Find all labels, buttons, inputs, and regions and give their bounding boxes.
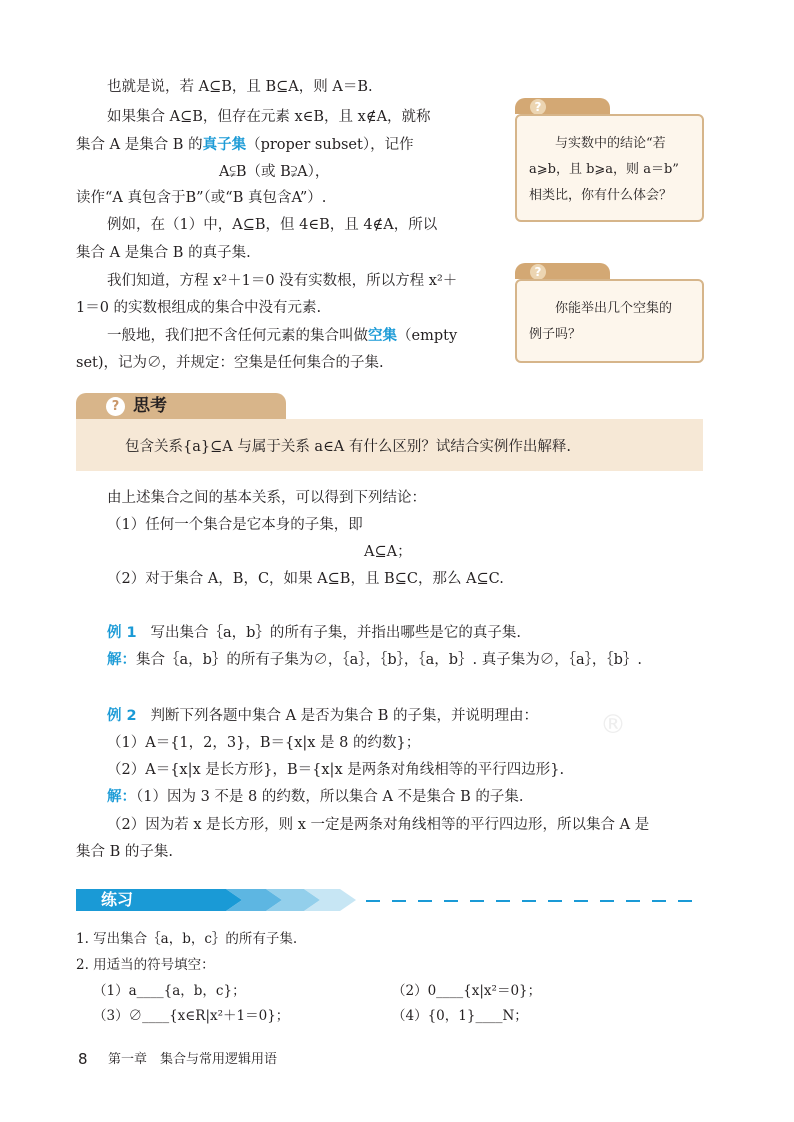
- side-note-1-line-2: a⩾b，且 b⩾a，则 a＝b”: [529, 162, 679, 177]
- example-2-answer-2: （2）因为若 x 是长方形，则 x 一定是两条对角线相等的平行四边形，所以集合 A 是: [107, 817, 650, 833]
- proper-pre: 集合 A 是集合 B 的: [76, 137, 203, 153]
- conclusion-item-2: （2）对于集合 A，B，C，如果 A⊆B，且 B⊆C，那么 A⊆C.: [107, 571, 504, 587]
- example-2-q2: （2）A＝{x|x 是长方形}，B＝{x|x 是两条对角线相等的平行四边形}.: [107, 762, 565, 778]
- practice-fill-4: （4）{0，1}____N；: [392, 1008, 528, 1024]
- text-line-3: 读作“A 真包含于B”（或“B 真包含A”）.: [76, 190, 327, 206]
- empty-set-definition: [107, 326, 457, 346]
- empty-pre: 一般地，我们把不含任何元素的集合叫做: [107, 328, 368, 344]
- question-circle-icon: ?: [106, 397, 125, 416]
- question-icon: ?: [530, 264, 546, 280]
- text-line-8: set)，记为∅，并规定：空集是任何集合的子集.: [76, 355, 384, 371]
- proper-subset-definition: [76, 135, 414, 155]
- registered-watermark: ®: [600, 710, 626, 740]
- practice-q2: 2. 用适当的符号填空：: [76, 957, 215, 973]
- practice-q1: 1. 写出集合｛a，b，c｝的所有子集.: [76, 931, 298, 947]
- question-icon: ?: [530, 99, 546, 115]
- text-line-6: 我们知道，方程 x²＋1＝0 没有实数根，所以方程 x²＋: [107, 273, 458, 289]
- side-note-2-line-1: 你能举出几个空集的: [555, 301, 673, 316]
- text-line-2: 如果集合 A⊆B，但存在元素 x∈B，且 x∉A，就称: [107, 109, 431, 125]
- example-1-answer-line: [107, 650, 642, 670]
- side-note-2: [515, 279, 704, 363]
- side-note-2-line-2: 例子吗？: [529, 327, 582, 342]
- conclusion-item-1: （1）任何一个集合是它本身的子集，即: [107, 517, 363, 533]
- example-1-question-line: [107, 623, 521, 643]
- chapter-title: 第一章 集合与常用逻辑用语: [108, 1052, 278, 1067]
- side-note-1-line-3: 相类比，你有什么体会？: [529, 188, 673, 203]
- practice-banner: [76, 889, 704, 911]
- example-1-label: 例 1: [107, 625, 137, 641]
- side-note-1: [515, 114, 704, 222]
- text-line-7: 1＝0 的实数根组成的集合中没有元素.: [76, 300, 322, 316]
- example-2-q1: （1）A＝{1，2，3}，B＝{x|x 是 8 的约数}；: [107, 735, 421, 751]
- think-text: 包含关系{a}⊆A 与属于关系 a∈A 有什么区别？试结合实例作出解释.: [125, 439, 572, 455]
- proper-subset-term: 真子集: [202, 136, 247, 153]
- practice-title: 练习: [101, 890, 134, 909]
- text-line-4: 例如，在（1）中，A⊆B，但 4∈B，且 4∉A，所以: [107, 217, 438, 233]
- practice-fill-3: （3）∅____{x∈R|x²＋1＝0}；: [93, 1008, 290, 1024]
- text-line-1: 也就是说，若 A⊆B，且 B⊆A，则 A＝B.: [107, 79, 373, 95]
- page-number: 8: [78, 1050, 88, 1068]
- think-title: 思考: [133, 396, 167, 416]
- empty-post: （empty: [397, 328, 458, 344]
- empty-set-term: 空集: [368, 327, 397, 344]
- example-2-answer-1: （1）因为 3 不是 8 的约数，所以集合 A 不是集合 B 的子集.: [136, 789, 524, 805]
- example-1-answer: 集合｛a，b｝的所有子集为∅，｛a｝，｛b｝，｛a，b｝. 真子集为∅，｛a｝，｛b｝.: [136, 652, 643, 668]
- side-note-1-line-1: 与实数中的结论“若: [555, 136, 666, 151]
- example-2-question: 判断下列各题中集合 A 是否为集合 B 的子集，并说明理由：: [150, 708, 539, 724]
- example-2-answer-2-cont: 集合 B 的子集.: [76, 844, 173, 860]
- example-1-answer-label: 解：: [107, 652, 136, 668]
- example-2-question-line: [107, 706, 538, 726]
- example-2-answer-1-line: [107, 787, 524, 807]
- practice-fill-1: （1）a____{a，b，c}；: [93, 983, 246, 999]
- conclusion-intro: 由上述集合之间的基本关系，可以得到下列结论：: [107, 490, 426, 506]
- practice-fill-2: （2）0____{x|x²＝0}；: [392, 983, 542, 999]
- text-line-5: 集合 A 是集合 B 的真子集.: [76, 245, 251, 261]
- proper-subset-formula: A⫋B（或 B⫌A），: [219, 164, 330, 180]
- proper-post: （proper subset），记作: [246, 137, 414, 153]
- example-2-label: 例 2: [107, 708, 137, 724]
- example-1-question: 写出集合｛a，b｝的所有子集，并指出哪些是它的真子集.: [150, 625, 522, 641]
- conclusion-formula-1: A⊆A；: [364, 544, 412, 560]
- example-2-answer-label: 解：: [107, 789, 136, 805]
